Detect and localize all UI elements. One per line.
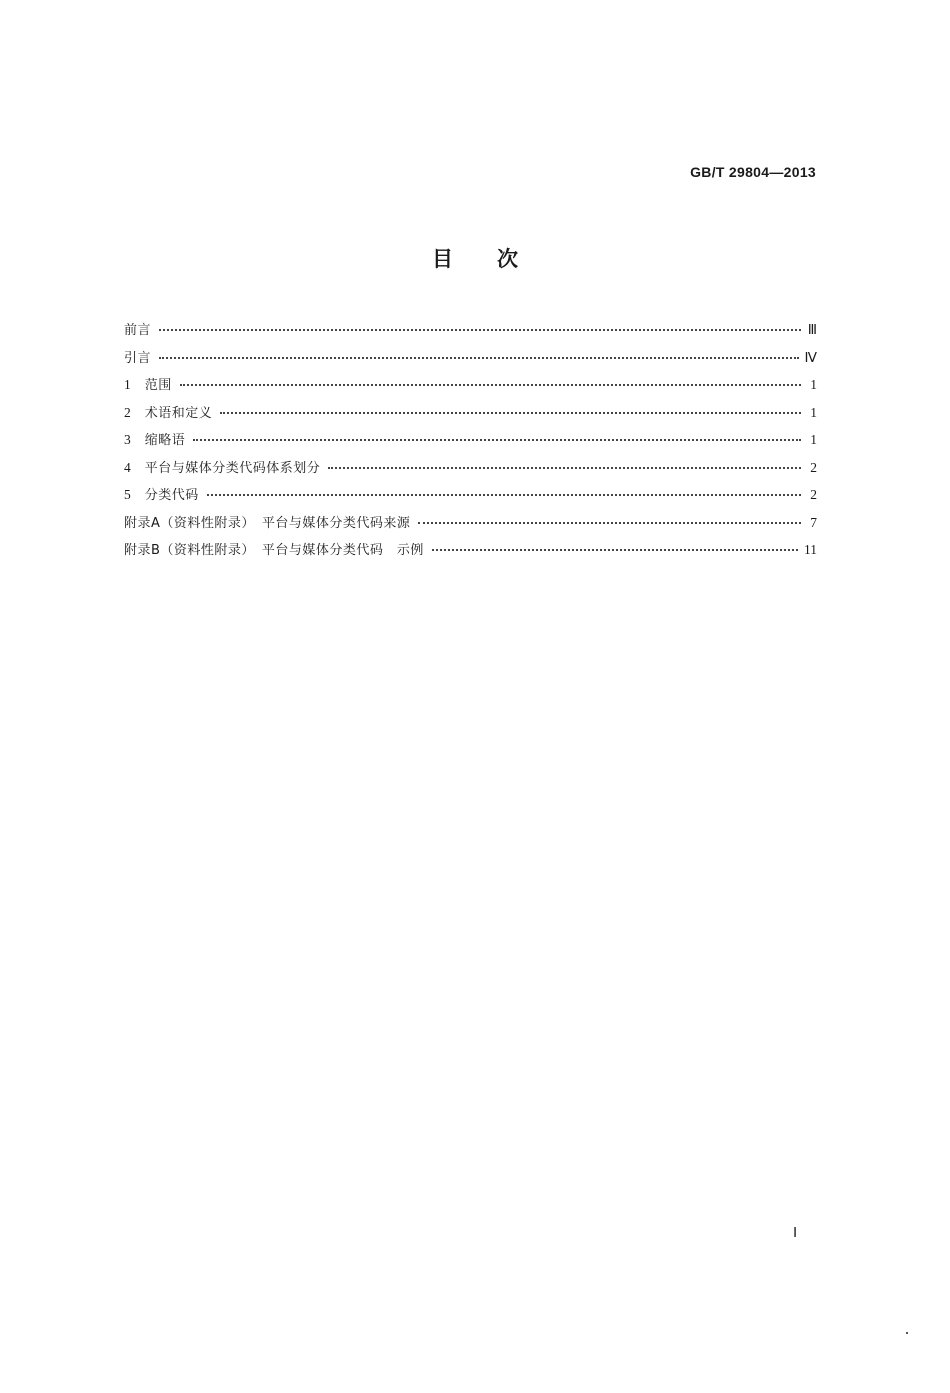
toc-entry-terms[interactable] (124, 399, 817, 427)
toc-entry-label: 平台与媒体分类代码体系划分 (144, 460, 321, 476)
toc-entry-page: Ⅲ (807, 322, 817, 337)
toc-entry-label: 分类代码 (144, 488, 199, 503)
toc-entry-page: 1 (810, 432, 817, 447)
toc-dot-leader (432, 548, 798, 551)
toc-entry-number: 5 (124, 487, 131, 502)
toc-entry-label: 引言 (124, 350, 152, 366)
toc-entry-abbreviations[interactable] (124, 426, 817, 454)
toc-dot-leader (159, 356, 799, 359)
toc-entry-page: Ⅳ (804, 349, 817, 365)
toc-entry-number: 2 (124, 404, 131, 420)
toc-dot-leader (193, 438, 801, 441)
toc-dot-leader (418, 521, 801, 524)
toc-entry-page: 1 (810, 404, 817, 420)
toc-entry-label: 附录B（资料性附录） 平台与媒体分类代码 示例 (124, 543, 424, 558)
toc-entry-label: 范围 (144, 378, 172, 393)
toc-entry-foreword[interactable] (124, 316, 817, 344)
page-number: Ⅰ (793, 1226, 798, 1241)
toc-entry-code-system[interactable] (124, 454, 817, 482)
table-of-contents (124, 316, 817, 564)
toc-entry-number: 4 (124, 459, 131, 475)
toc-entry-introduction[interactable] (124, 344, 817, 372)
toc-dot-leader (180, 383, 801, 386)
toc-entry-annex-a[interactable] (124, 509, 817, 537)
toc-entry-page: 1 (810, 377, 817, 392)
toc-entry-page: 2 (810, 459, 817, 475)
toc-dot-leader (207, 493, 801, 496)
page-title: 目次 (432, 247, 562, 271)
toc-entry-label: 前言 (124, 323, 152, 338)
toc-entry-classification-codes[interactable] (124, 481, 817, 509)
toc-dot-leader (220, 411, 801, 414)
toc-entry-page: 7 (810, 514, 817, 530)
toc-entry-annex-b[interactable] (124, 536, 817, 564)
toc-entry-number: 1 (124, 377, 131, 392)
toc-dot-leader (328, 466, 801, 469)
toc-entry-label: 附录A（资料性附录） 平台与媒体分类代码来源 (124, 515, 411, 531)
toc-entry-label: 术语和定义 (144, 405, 213, 421)
toc-entry-page: 11 (804, 542, 817, 557)
toc-entry-page: 2 (810, 487, 817, 502)
toc-entry-scope[interactable] (124, 371, 817, 399)
toc-entry-label: 缩略语 (144, 433, 186, 448)
standard-number: GB/T 29804—2013 (690, 164, 816, 180)
toc-entry-number: 3 (124, 432, 131, 447)
toc-dot-leader (159, 328, 801, 331)
scan-speck (906, 1332, 908, 1334)
